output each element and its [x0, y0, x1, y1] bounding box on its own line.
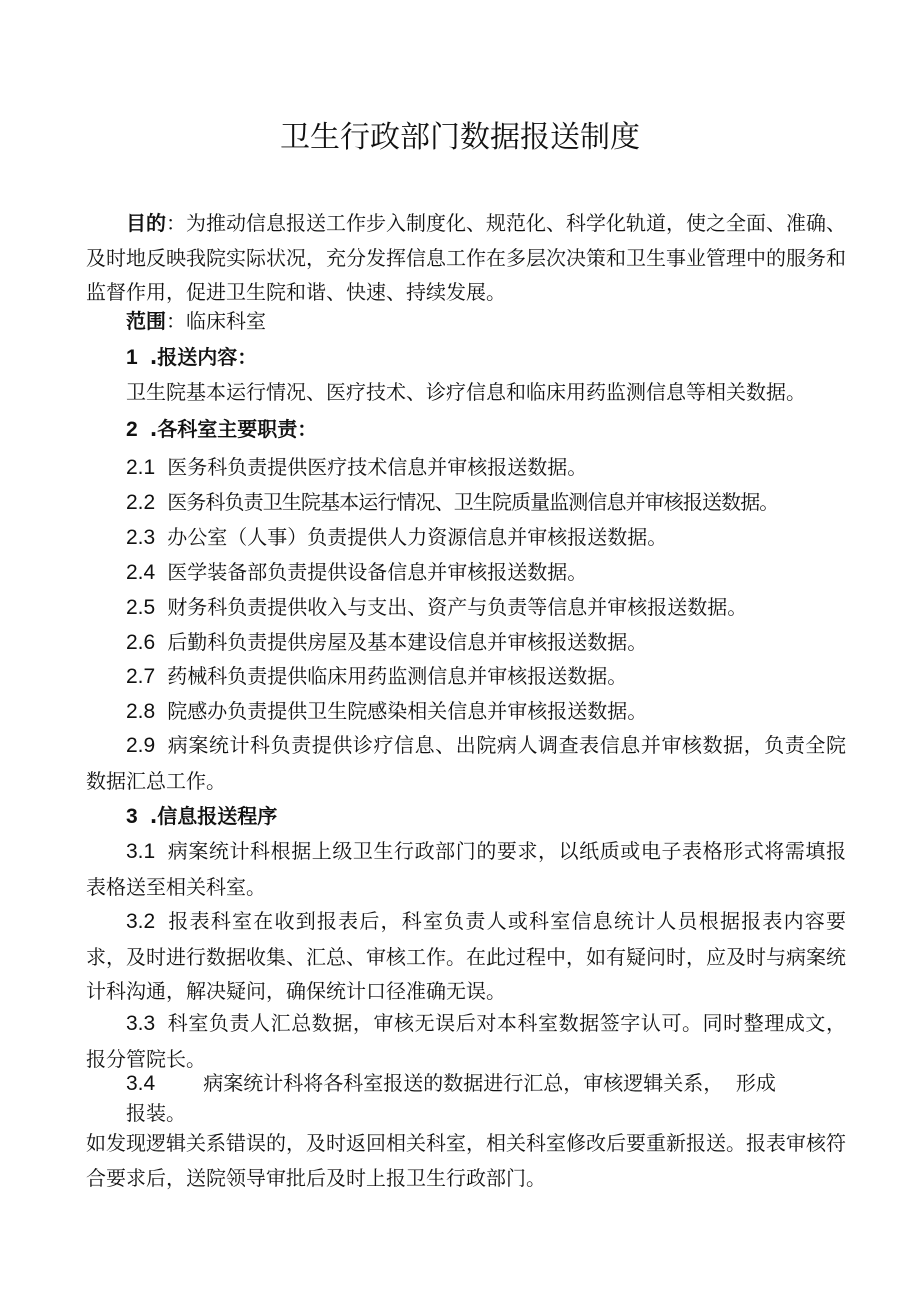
- list-item-3-2: [86, 904, 846, 1009]
- list-item-3-4: [126, 1068, 776, 1099]
- list-item-2-2: [126, 487, 778, 518]
- section2-number: 2: [126, 418, 138, 441]
- item-number: 3.4: [126, 1072, 156, 1095]
- section2-heading: [126, 414, 317, 445]
- scope-text: ：临床科室: [166, 309, 266, 333]
- item-text: 后勤科负责提供房屋及基本建设信息并审核报送数据。: [167, 630, 648, 654]
- item-number: 3.2: [126, 910, 156, 933]
- item-number: 2.3: [126, 526, 156, 549]
- list-item-2-9: [86, 728, 846, 798]
- item-text: 报表科室在收到报表后，科室负责人或科室信息统计人员根据报表内容要求，及时进行数据收集、汇总、审核工作。在此过程中，如有疑问时，应及时与病案统计科沟通，解决疑问，确保统计口径准确无误。: [86, 909, 846, 1003]
- item-number: 2.2: [126, 491, 156, 514]
- list-item-2-5: [126, 592, 747, 623]
- item-number: 2.5: [126, 596, 156, 619]
- section3-title: .信息报送程序: [149, 804, 278, 828]
- list-item-3-4-continued: 报装。: [126, 1101, 186, 1125]
- item-number: 3.1: [126, 840, 156, 863]
- section1-number: 1: [126, 346, 138, 369]
- purpose-text: ：为推动信息报送工作步入制度化、规范化、科学化轨道，使之全面、准确、及时地反映我院实际状况，充分发挥信息工作在多层次决策和卫生事业管理中的服务和监督作用，促进卫生院和谐、快速、持续发展。: [86, 211, 846, 304]
- section1-text: 卫生院基本运行情况、医疗技术、诊疗信息和临床用药监测信息等相关数据。: [126, 380, 806, 404]
- item-text: 医学装备部负责提供设备信息并审核报送数据。: [167, 560, 588, 584]
- item-number: 2.7: [126, 665, 156, 688]
- list-item-3-3: [86, 1006, 846, 1076]
- section3-number: 3: [126, 805, 138, 828]
- scope-line: [126, 306, 266, 336]
- scope-label: 范围: [126, 309, 166, 333]
- item-text: 药械科负责提供临床用药监测信息并审核报送数据。: [167, 664, 628, 688]
- item-text: 院感办负责提供卫生院感染相关信息并审核报送数据。: [167, 699, 648, 723]
- list-item-2-3: [126, 522, 667, 553]
- item-text: 病案统计科将各科室报送的数据进行汇总，审核逻辑关系， 形成: [203, 1071, 776, 1095]
- purpose-paragraph: [86, 206, 846, 310]
- section2-title: .各科室主要职责：: [149, 417, 318, 441]
- closing-paragraph: 如发现逻辑关系错误的，及时返回相关科室，相关科室修改后要重新报送。报表审核符合要求后，送院领导审批后及时上报卫生行政部门。: [86, 1131, 846, 1190]
- item-text: 财务科负责提供收入与支出、资产与负责等信息并审核报送数据。: [167, 595, 748, 619]
- document-title: 卫生行政部门数据报送制度: [280, 120, 640, 155]
- section1-heading: [126, 342, 257, 373]
- section3-heading: [126, 801, 277, 832]
- item-number: 2.1: [126, 456, 156, 479]
- list-item-3-1: [86, 834, 846, 904]
- item-number: 2.8: [126, 700, 156, 723]
- item-text: 病案统计科根据上级卫生行政部门的要求，以纸质或电子表格形式将需填报表格送至相关科室。: [86, 839, 846, 899]
- list-item-2-4: [126, 557, 587, 588]
- item-text: 办公室（人事）负责提供人力资源信息并审核报送数据。: [167, 525, 668, 549]
- item-text: 医务科负责提供医疗技术信息并审核报送数据。: [167, 455, 588, 479]
- section1-title: .报送内容：: [149, 345, 258, 369]
- item-number: 2.9: [126, 734, 156, 757]
- item-number: 2.6: [126, 631, 156, 654]
- list-item-2-7: [126, 661, 627, 692]
- list-item-2-6: [126, 627, 647, 658]
- item-text: 医务科负责卫生院基本运行情况、卫生院质量监测信息并审核报送数据。: [167, 490, 779, 514]
- item-text: 病案统计科负责提供诊疗信息、出院病人调查表信息并审核数据，负责全院数据汇总工作。: [86, 733, 846, 793]
- item-number: 2.4: [126, 561, 156, 584]
- list-item-2-1: [126, 452, 587, 483]
- list-item-2-8: [126, 696, 647, 727]
- item-number: 3.3: [126, 1012, 156, 1035]
- purpose-label: 目的: [126, 211, 166, 235]
- item-text: 科室负责人汇总数据，审核无误后对本科室数据签字认可。同时整理成文，报分管院长。: [86, 1011, 846, 1071]
